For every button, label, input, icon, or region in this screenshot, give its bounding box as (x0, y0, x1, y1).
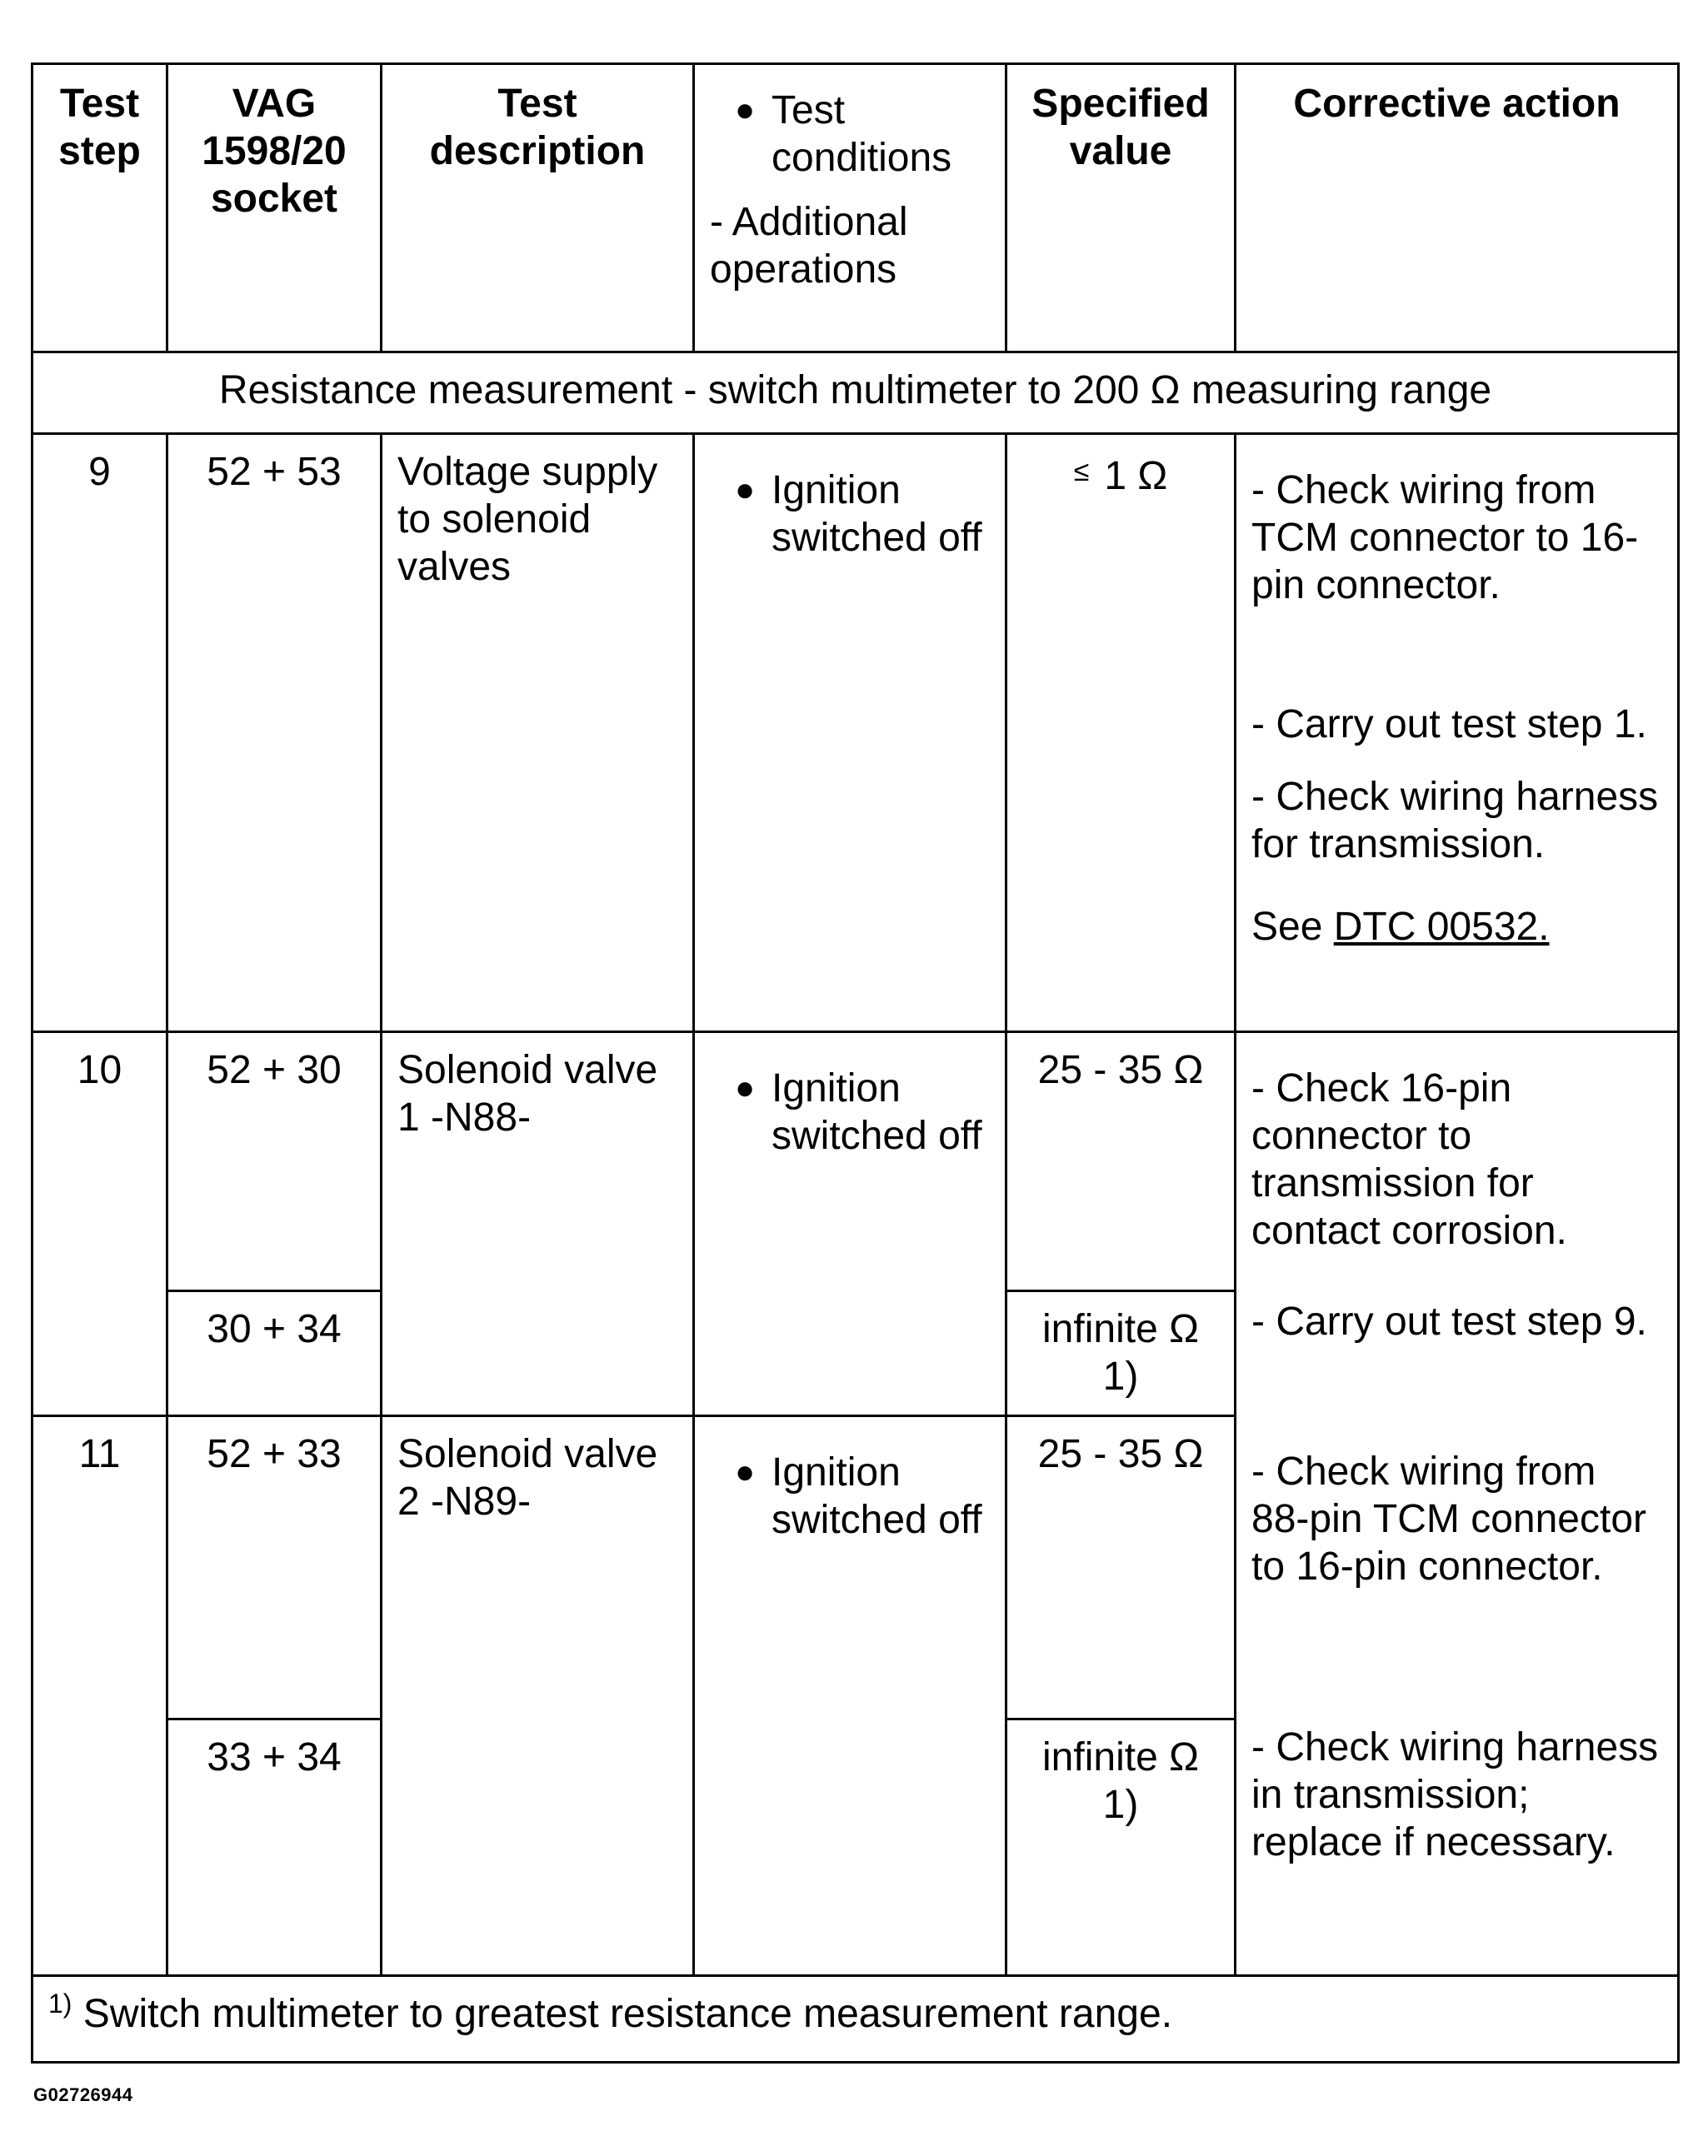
specified-value-text: infinite Ω (1042, 1735, 1199, 1779)
step-number: 9 (32, 434, 167, 1032)
header-row (32, 64, 1679, 352)
step-number: 11 (32, 1416, 167, 1976)
footnote-row (32, 1976, 1679, 2063)
condition-text: Ignition switched off (772, 1066, 982, 1158)
reference-code: G02726944 (33, 2084, 133, 2105)
specified-value-note: 1) (1102, 1355, 1139, 1399)
test-description: Solenoid valve 1 -N88- (382, 1032, 694, 1416)
header-additional-operations: - Additional operations (710, 200, 908, 292)
specified-value (1006, 1719, 1236, 1976)
action-line: - Check wiring from 88-pin TCM connector to 16-pin connector. (1251, 1449, 1646, 1589)
dtc-link[interactable]: DTC 00532. (1333, 905, 1550, 949)
table-row-step-11 (32, 1416, 1679, 1719)
corrective-action (1236, 1032, 1679, 1416)
condition-text: Ignition switched off (772, 1450, 982, 1542)
test-condition-cell (694, 1032, 1006, 1416)
table-row-step-9 (32, 434, 1679, 1032)
action-line: - Check wiring harness in transmission; replace if necessary. (1251, 1724, 1659, 1864)
action-line: - Check wiring harness for transmission. (1251, 775, 1659, 866)
bullet-icon: ● (735, 92, 756, 128)
header-specified-value: Specified value (1006, 64, 1236, 352)
socket-pins: 52 + 33 (167, 1416, 382, 1719)
corrective-action (1236, 434, 1679, 1032)
condition-text: Ignition switched off (772, 468, 982, 560)
specified-value: 25 - 35 Ω (1006, 1416, 1236, 1719)
footnote (32, 1976, 1679, 2063)
bullet-icon: ● (735, 472, 756, 508)
action-line: - Check 16-pin connector to transmission for contact corrosion. (1251, 1066, 1567, 1253)
condition-bullet-line (710, 467, 990, 561)
action-line: - Check wiring from TCM connector to 16-pin connector. (1251, 468, 1639, 607)
specified-value-text: infinite Ω (1042, 1307, 1199, 1351)
specified-value: 25 - 35 Ω (1006, 1032, 1236, 1291)
specified-value-note: 1) (1102, 1783, 1139, 1827)
test-procedure-table (31, 62, 1680, 2064)
test-description: Voltage supply to solenoid valves (382, 434, 694, 1032)
corrective-action (1236, 1416, 1679, 1976)
header-test-step: Test step (32, 64, 167, 352)
header-conditions-bullet-text: Test conditions (772, 88, 952, 180)
test-condition-cell (694, 1416, 1006, 1976)
see-reference (1251, 903, 1662, 951)
socket-pins: 52 + 53 (167, 434, 382, 1032)
test-description: Solenoid valve 2 -N89- (382, 1416, 694, 1976)
bullet-icon: ● (735, 1070, 756, 1106)
condition-bullet-line (710, 1449, 990, 1544)
specified-value-text: 1 Ω (1104, 454, 1168, 498)
step-number: 10 (32, 1032, 167, 1416)
header-test-description: Test description (382, 64, 694, 352)
section-title: Resistance measurement - switch multimeter to 200 Ω measuring range (32, 352, 1679, 434)
see-prefix: See (1251, 905, 1323, 949)
condition-bullet-line (710, 1065, 990, 1160)
bullet-icon: ● (735, 1454, 756, 1490)
footnote-marker: 1) (48, 1989, 72, 2019)
section-row (32, 352, 1679, 434)
socket-pins: 33 + 34 (167, 1719, 382, 1976)
specified-value (1006, 434, 1236, 1032)
socket-pins: 30 + 34 (167, 1291, 382, 1416)
action-line: - Carry out test step 9. (1251, 1300, 1647, 1344)
action-line: - Carry out test step 1. (1251, 702, 1647, 746)
table-row-step-10 (32, 1032, 1679, 1291)
less-equal-symbol: ≤ (1073, 456, 1090, 487)
header-test-conditions (694, 64, 1006, 352)
header-corrective-action: Corrective action (1236, 64, 1679, 352)
header-conditions-bullet-line (710, 87, 990, 182)
specified-value (1006, 1291, 1236, 1416)
socket-pins: 52 + 30 (167, 1032, 382, 1291)
test-condition-cell (694, 434, 1006, 1032)
header-socket: VAG 1598/20 socket (167, 64, 382, 352)
footnote-text: Switch multimeter to greatest resistance measurement range. (82, 1992, 1173, 2036)
